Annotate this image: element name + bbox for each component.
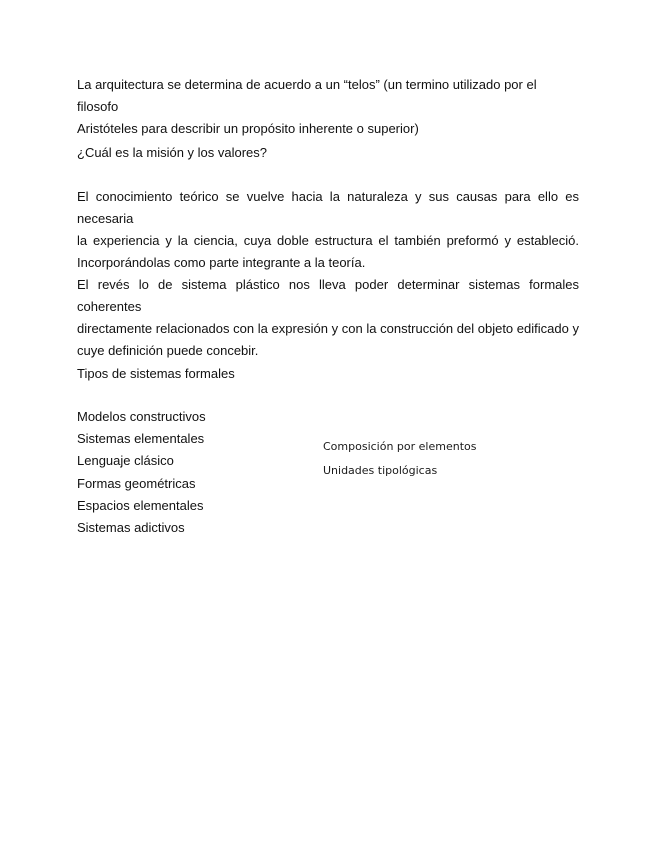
paragraph-line: El conocimiento teórico se vuelve hacia la naturaleza y sus causas para ello es necesaria <box>77 189 579 226</box>
paragraph-line: directamente relacionados con la expresión y con la construcción del objeto edificado y <box>77 321 579 336</box>
paragraph-line: La arquitectura se determina de acuerdo a un “telos” (un termino utilizado por el filosofo <box>77 77 537 114</box>
list-item: Sistemas adictivos <box>77 520 185 536</box>
paragraph-tipos-heading <box>77 363 579 385</box>
paragraph-line: El revés lo de sistema plástico nos lleva poder determinar sistemas formales coherentes <box>77 277 579 314</box>
paragraph-question <box>77 142 579 164</box>
paragraph-line: ¿Cuál es la misión y los valores? <box>77 145 268 160</box>
paragraph-line: Tipos de sistemas formales <box>77 366 235 381</box>
list-item: Sistemas elementales <box>77 431 205 447</box>
sistemas-formales-list <box>77 406 206 539</box>
paragraph-telos <box>77 74 579 140</box>
paragraph-line: la experiencia y la ciencia, cuya doble estructura el también preformó y estableció. <box>77 233 579 248</box>
paragraph-line: cuye definición puede concebir. <box>77 343 259 358</box>
side-note-unidades: Unidades tipológicas <box>323 464 438 477</box>
paragraph-line: Incorporándolas como parte integrante a la teoría. <box>77 255 366 270</box>
list-item: Modelos constructivos <box>77 409 206 424</box>
list-item: Espacios elementales <box>77 497 204 513</box>
paragraph-sistema-plastico <box>77 274 579 362</box>
paragraph-line: Aristóteles para describir un propósito inherente o superior) <box>77 121 419 136</box>
paragraph-conocimiento <box>77 186 579 274</box>
side-note-composicion: Composición por elementos <box>323 440 477 453</box>
list-item: Formas geométricas <box>77 475 196 491</box>
list-item: Lenguaje clásico <box>77 453 174 469</box>
